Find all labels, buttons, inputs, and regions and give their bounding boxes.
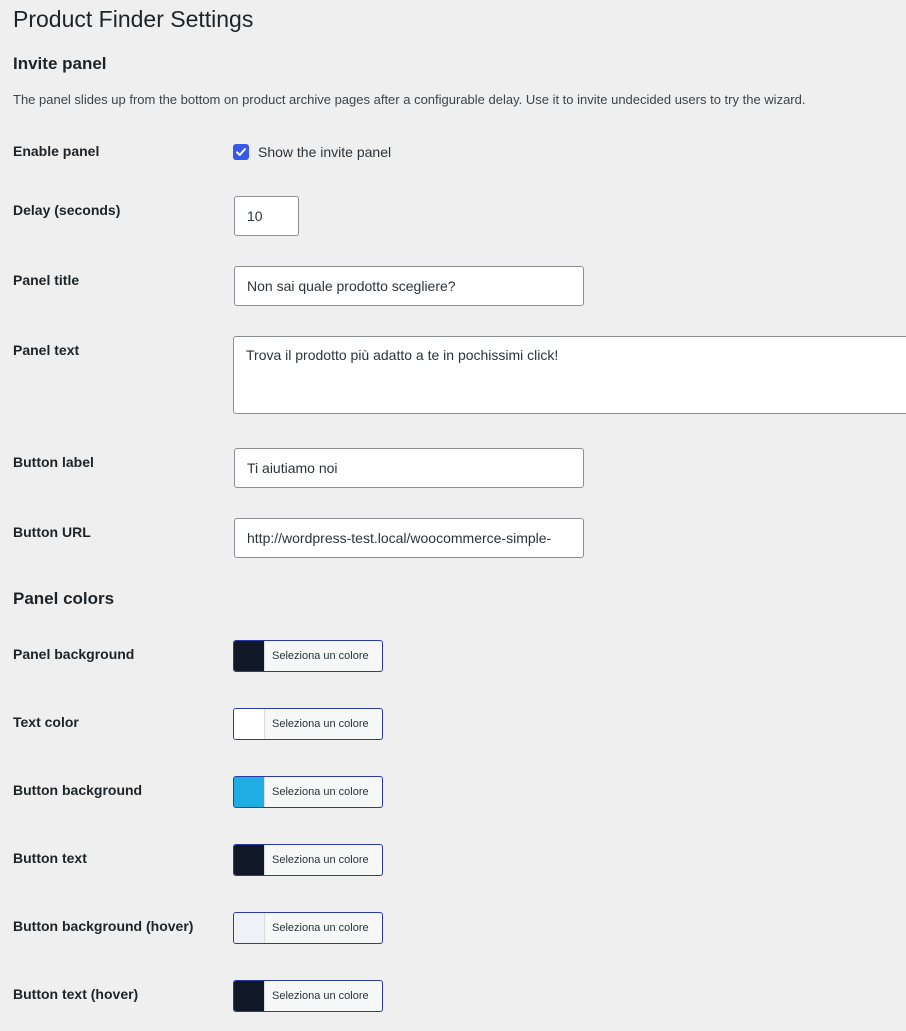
- color-picker-button-text[interactable]: [233, 844, 383, 876]
- delay-label: Delay (seconds): [13, 202, 121, 218]
- button-url-label: Button URL: [13, 524, 91, 540]
- color-picker-text-color[interactable]: [233, 708, 383, 740]
- color-label-button-background: Button background: [13, 782, 143, 798]
- delay-input[interactable]: 10: [234, 196, 299, 236]
- color-picker-label: Seleziona un colore: [272, 990, 369, 1002]
- color-picker-label: Seleziona un colore: [272, 922, 369, 934]
- color-label-button-background-hover: Button background (hover): [13, 918, 194, 934]
- color-swatch: [234, 777, 265, 807]
- color-swatch: [234, 981, 265, 1011]
- page-title: Product Finder Settings: [13, 6, 254, 32]
- color-picker-button-text-hover[interactable]: [233, 980, 383, 1012]
- color-swatch: [234, 641, 265, 671]
- color-picker-label: Seleziona un colore: [272, 854, 369, 866]
- color-label-text-color: Text color: [13, 714, 79, 730]
- color-label-button-text-hover: Button text (hover): [13, 986, 139, 1002]
- enable-panel-label: Enable panel: [13, 143, 100, 159]
- color-picker-button-background[interactable]: [233, 776, 383, 808]
- panel-colors-heading: Panel colors: [13, 589, 115, 608]
- color-picker-label: Seleziona un colore: [272, 650, 369, 662]
- panel-text-textarea[interactable]: Trova il prodotto più adatto a te in pochissimi click!: [233, 336, 906, 414]
- panel-title-label: Panel title: [13, 272, 80, 288]
- color-swatch: [234, 709, 265, 739]
- color-picker-button-background-hover[interactable]: [233, 912, 383, 944]
- color-swatch: [234, 845, 265, 875]
- color-swatch: [234, 913, 265, 943]
- color-label-button-text: Button text: [13, 850, 87, 866]
- panel-title-input[interactable]: Non sai quale prodotto scegliere?: [234, 266, 584, 306]
- color-picker-panel-background[interactable]: [233, 640, 383, 672]
- color-label-panel-background: Panel background: [13, 646, 135, 662]
- color-picker-label: Seleziona un colore: [272, 718, 369, 730]
- button-label-input[interactable]: Ti aiutiamo noi: [234, 448, 584, 488]
- invite-panel-description: The panel slides up from the bottom on product archive pages after a configurable delay. Use it to invite undecided users to try the wizard.: [13, 92, 806, 107]
- color-picker-label: Seleziona un colore: [272, 786, 369, 798]
- checkmark-icon: [235, 146, 247, 158]
- enable-panel-checkbox-row[interactable]: [233, 142, 391, 162]
- enable-panel-checkbox[interactable]: [233, 144, 249, 160]
- panel-text-label: Panel text: [13, 342, 80, 358]
- invite-panel-heading: Invite panel: [13, 54, 107, 73]
- button-label-label: Button label: [13, 454, 94, 470]
- button-url-input[interactable]: http://wordpress-test.local/woocommerce-simple-: [234, 518, 584, 558]
- enable-panel-checkbox-label: Show the invite panel: [258, 144, 392, 160]
